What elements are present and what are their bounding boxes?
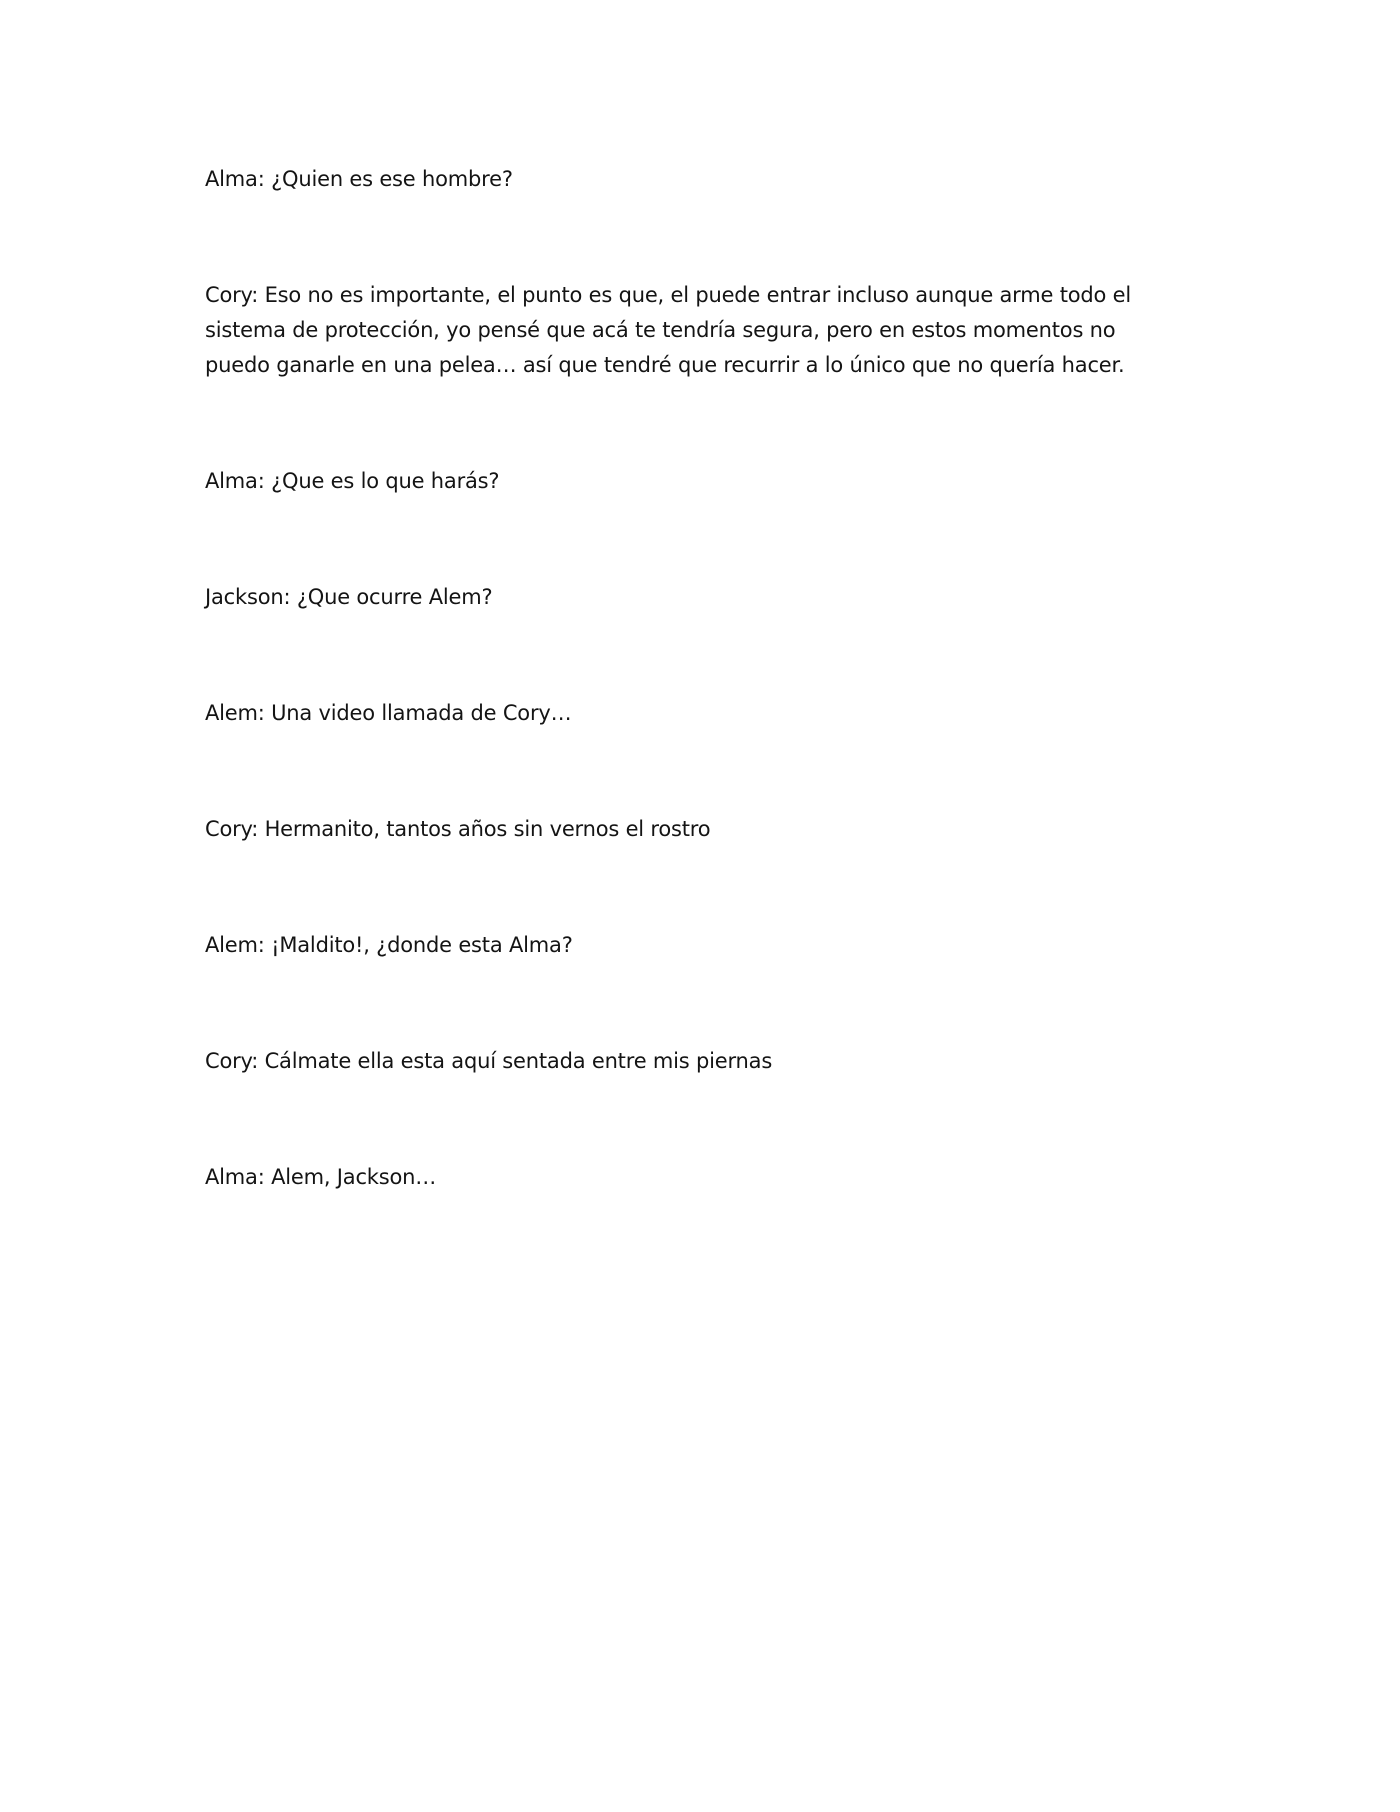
dialogue-line: Alma: Alem, Jackson… — [205, 1165, 437, 1189]
dialogue-line: Cory: Cálmate ella esta aquí sentada entre mis piernas — [205, 1049, 773, 1073]
dialogue-line: Cory: Hermanito, tantos años sin vernos el rostro — [205, 817, 711, 841]
dialogue-line: Alma: ¿Quien es ese hombre? — [205, 167, 513, 191]
dialogue-line: Jackson: ¿Que ocurre Alem? — [205, 585, 493, 609]
dialogue-line: Alem: ¡Maldito!, ¿donde esta Alma? — [205, 933, 573, 957]
dialogue-line: Alma: ¿Que es lo que harás? — [205, 469, 500, 493]
dialogue-line: Cory: Eso no es importante, el punto es que, el puede entrar incluso aunque arme todo el sistema de protección, yo pensé que acá te tendría segura, pero en estos momentos no puedo ganarle en una pelea… así que tendré que recurrir a lo único que no quería hacer. — [205, 283, 1131, 377]
dialogue-line: Alem: Una video llamada de Cory… — [205, 701, 572, 725]
